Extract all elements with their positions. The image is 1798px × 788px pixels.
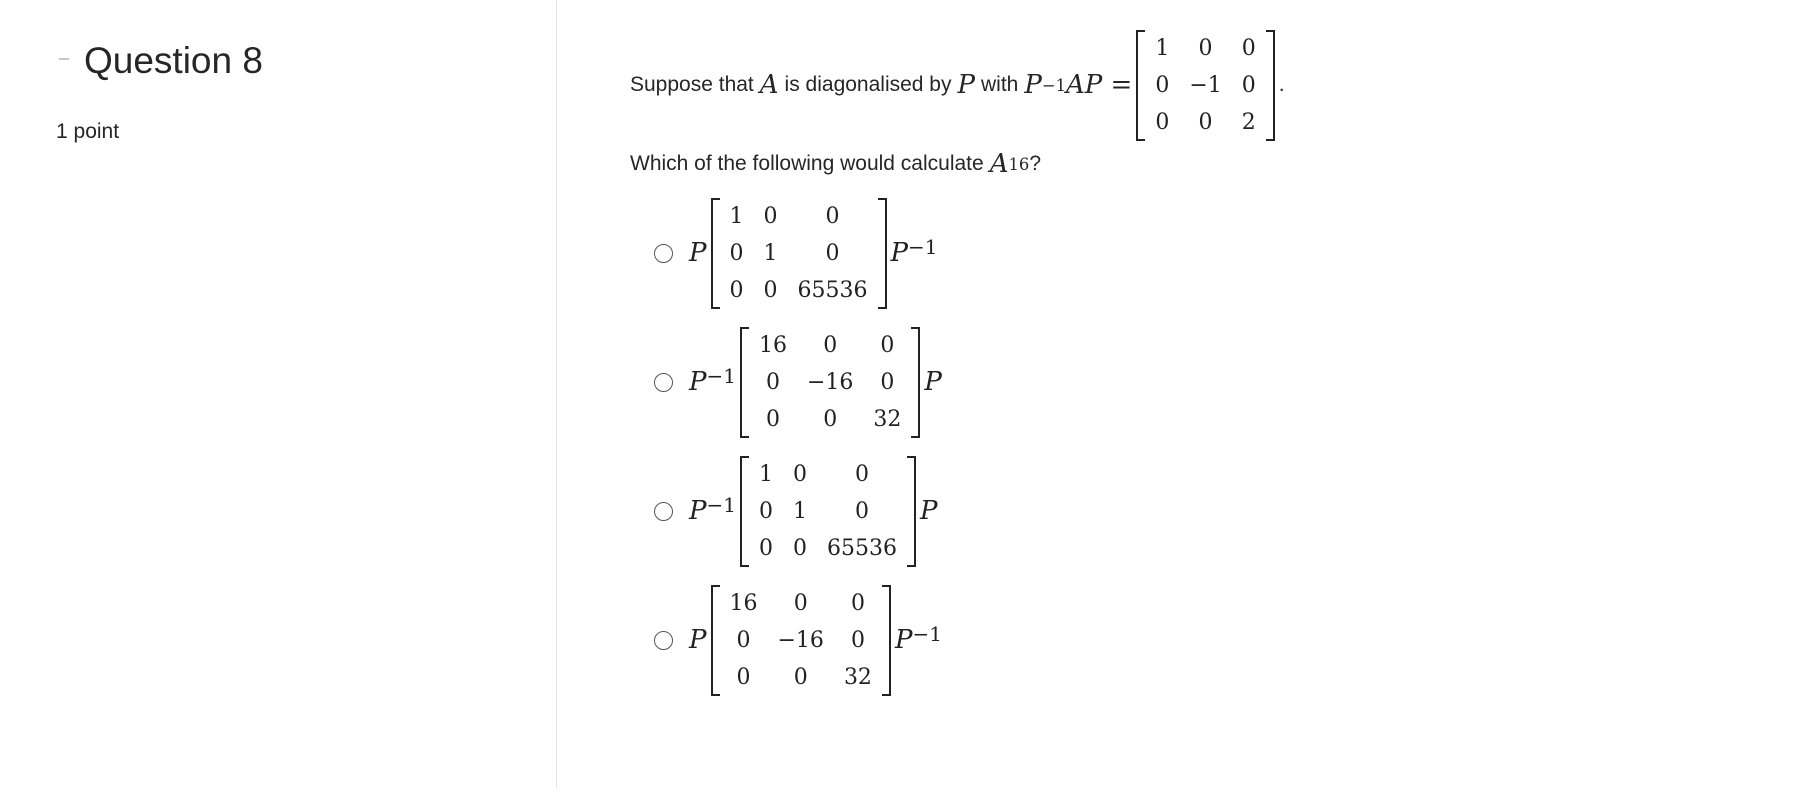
matrix-cell: 0 bbox=[793, 590, 808, 616]
prompt-question-mark: ? bbox=[1029, 152, 1041, 175]
option-expression bbox=[689, 198, 937, 309]
right-bracket bbox=[878, 198, 887, 309]
matrix-cell: 0 bbox=[758, 535, 773, 561]
matrix-cell: 0 bbox=[1241, 35, 1256, 61]
matrix-cell: 0 bbox=[850, 627, 865, 653]
question-title: Question 8 bbox=[84, 40, 263, 81]
right-bracket bbox=[907, 456, 916, 567]
matrix-cell: 0 bbox=[763, 203, 778, 229]
math-var-a: A bbox=[759, 70, 779, 100]
matrix-cell: 65536 bbox=[826, 535, 897, 561]
answer-option-4[interactable] bbox=[654, 585, 942, 695]
diagonal-matrix bbox=[1136, 30, 1274, 141]
matrix-cell: 0 bbox=[729, 277, 744, 303]
left-bracket bbox=[740, 327, 749, 438]
prompt-period: . bbox=[1278, 73, 1285, 96]
math-superscript: −1 bbox=[706, 364, 736, 388]
radio-button[interactable] bbox=[654, 373, 673, 392]
matrix-cell: −16 bbox=[806, 369, 854, 395]
option-matrix bbox=[711, 198, 887, 309]
matrix-cell: 1 bbox=[758, 461, 773, 487]
matrix-cell: 16 bbox=[758, 332, 787, 358]
matrix-cell: 0 bbox=[825, 240, 840, 266]
math-p: P bbox=[1024, 70, 1042, 100]
collapse-dash-icon[interactable] bbox=[59, 58, 69, 60]
matrix-cell: −16 bbox=[777, 627, 824, 653]
matrix-cell: 0 bbox=[880, 369, 895, 395]
prompt-line-2 bbox=[630, 140, 1041, 188]
right-bracket bbox=[1266, 30, 1275, 141]
matrix-cell: 0 bbox=[1241, 72, 1256, 98]
matrix-cell: 0 bbox=[823, 406, 838, 432]
matrix-cell: 1 bbox=[792, 498, 807, 524]
matrix-cell: 0 bbox=[763, 277, 778, 303]
option-expression bbox=[689, 456, 937, 567]
matrix-cell: 0 bbox=[765, 369, 780, 395]
matrix-cell: 0 bbox=[1155, 109, 1170, 135]
math-superscript: −1 bbox=[1041, 75, 1066, 95]
math-p-right: P bbox=[919, 496, 938, 526]
matrix-cell: 1 bbox=[763, 240, 778, 266]
math-superscript: −1 bbox=[912, 622, 942, 646]
matrix-cell: 1 bbox=[729, 203, 744, 229]
option-matrix bbox=[740, 456, 916, 567]
matrix-cell: −1 bbox=[1189, 72, 1222, 98]
matrix-cell: 0 bbox=[792, 461, 807, 487]
matrix-cell: 0 bbox=[1155, 72, 1170, 98]
math-p-left: P bbox=[689, 496, 707, 526]
answer-option-1[interactable] bbox=[654, 198, 937, 308]
left-bracket bbox=[740, 456, 749, 567]
left-bracket bbox=[711, 198, 720, 309]
option-expression bbox=[689, 327, 942, 438]
radio-button[interactable] bbox=[654, 631, 673, 650]
matrix-cell: 32 bbox=[843, 664, 872, 690]
left-bracket bbox=[1136, 30, 1145, 141]
matrix-cell: 0 bbox=[793, 664, 808, 690]
matrix-cell: 0 bbox=[736, 627, 751, 653]
radio-button[interactable] bbox=[654, 502, 673, 521]
math-var-p: P bbox=[957, 70, 975, 100]
matrix-cell: 0 bbox=[729, 240, 744, 266]
matrix-cell: 0 bbox=[1198, 109, 1213, 135]
matrix-cell: 0 bbox=[850, 590, 865, 616]
prompt-text: with bbox=[981, 73, 1019, 96]
matrix-cell: 65536 bbox=[797, 277, 868, 303]
prompt-text: Suppose that bbox=[630, 73, 754, 96]
math-superscript: −1 bbox=[908, 235, 938, 259]
matrix-cell: 0 bbox=[758, 498, 773, 524]
math-p-right: P bbox=[894, 625, 913, 655]
matrix-cell: 2 bbox=[1241, 109, 1256, 135]
prompt-text: is diagonalised by bbox=[784, 73, 952, 96]
radio-button[interactable] bbox=[654, 244, 673, 263]
matrix-cell: 1 bbox=[1155, 35, 1170, 61]
math-superscript: −1 bbox=[706, 493, 736, 517]
right-bracket bbox=[882, 585, 891, 696]
math-p-right: P bbox=[924, 367, 942, 397]
left-bracket bbox=[711, 585, 720, 696]
matrix-cell: 0 bbox=[854, 498, 869, 524]
prompt-line-1 bbox=[630, 30, 1285, 140]
prompt-text: Which of the following would calculate bbox=[630, 152, 984, 175]
math-p-left: P bbox=[689, 625, 707, 655]
matrix-cell: 0 bbox=[854, 461, 869, 487]
matrix-cell: 0 bbox=[823, 332, 838, 358]
math-superscript: 16 bbox=[1008, 154, 1030, 174]
math-var-a: A bbox=[989, 149, 1009, 179]
math-p-left: P bbox=[689, 367, 707, 397]
option-matrix bbox=[740, 327, 920, 438]
question-points: 1 point bbox=[56, 120, 120, 143]
math-ap-equals: AP = bbox=[1065, 70, 1133, 100]
matrix-cell: 0 bbox=[792, 535, 807, 561]
matrix-cell: 0 bbox=[880, 332, 895, 358]
option-expression bbox=[689, 585, 942, 696]
math-p-right: P bbox=[890, 238, 908, 268]
option-matrix bbox=[711, 585, 891, 696]
question-sidebar bbox=[0, 0, 557, 788]
answer-option-3[interactable] bbox=[654, 456, 937, 566]
matrix-cell: 16 bbox=[729, 590, 758, 616]
matrix-cell: 0 bbox=[736, 664, 751, 690]
matrix-cell: 0 bbox=[825, 203, 840, 229]
matrix-cell: 32 bbox=[873, 406, 902, 432]
right-bracket bbox=[911, 327, 920, 438]
answer-option-2[interactable] bbox=[654, 327, 942, 437]
matrix-cell: 0 bbox=[765, 406, 780, 432]
math-p-left: P bbox=[689, 238, 707, 268]
matrix-cell: 0 bbox=[1198, 35, 1213, 61]
